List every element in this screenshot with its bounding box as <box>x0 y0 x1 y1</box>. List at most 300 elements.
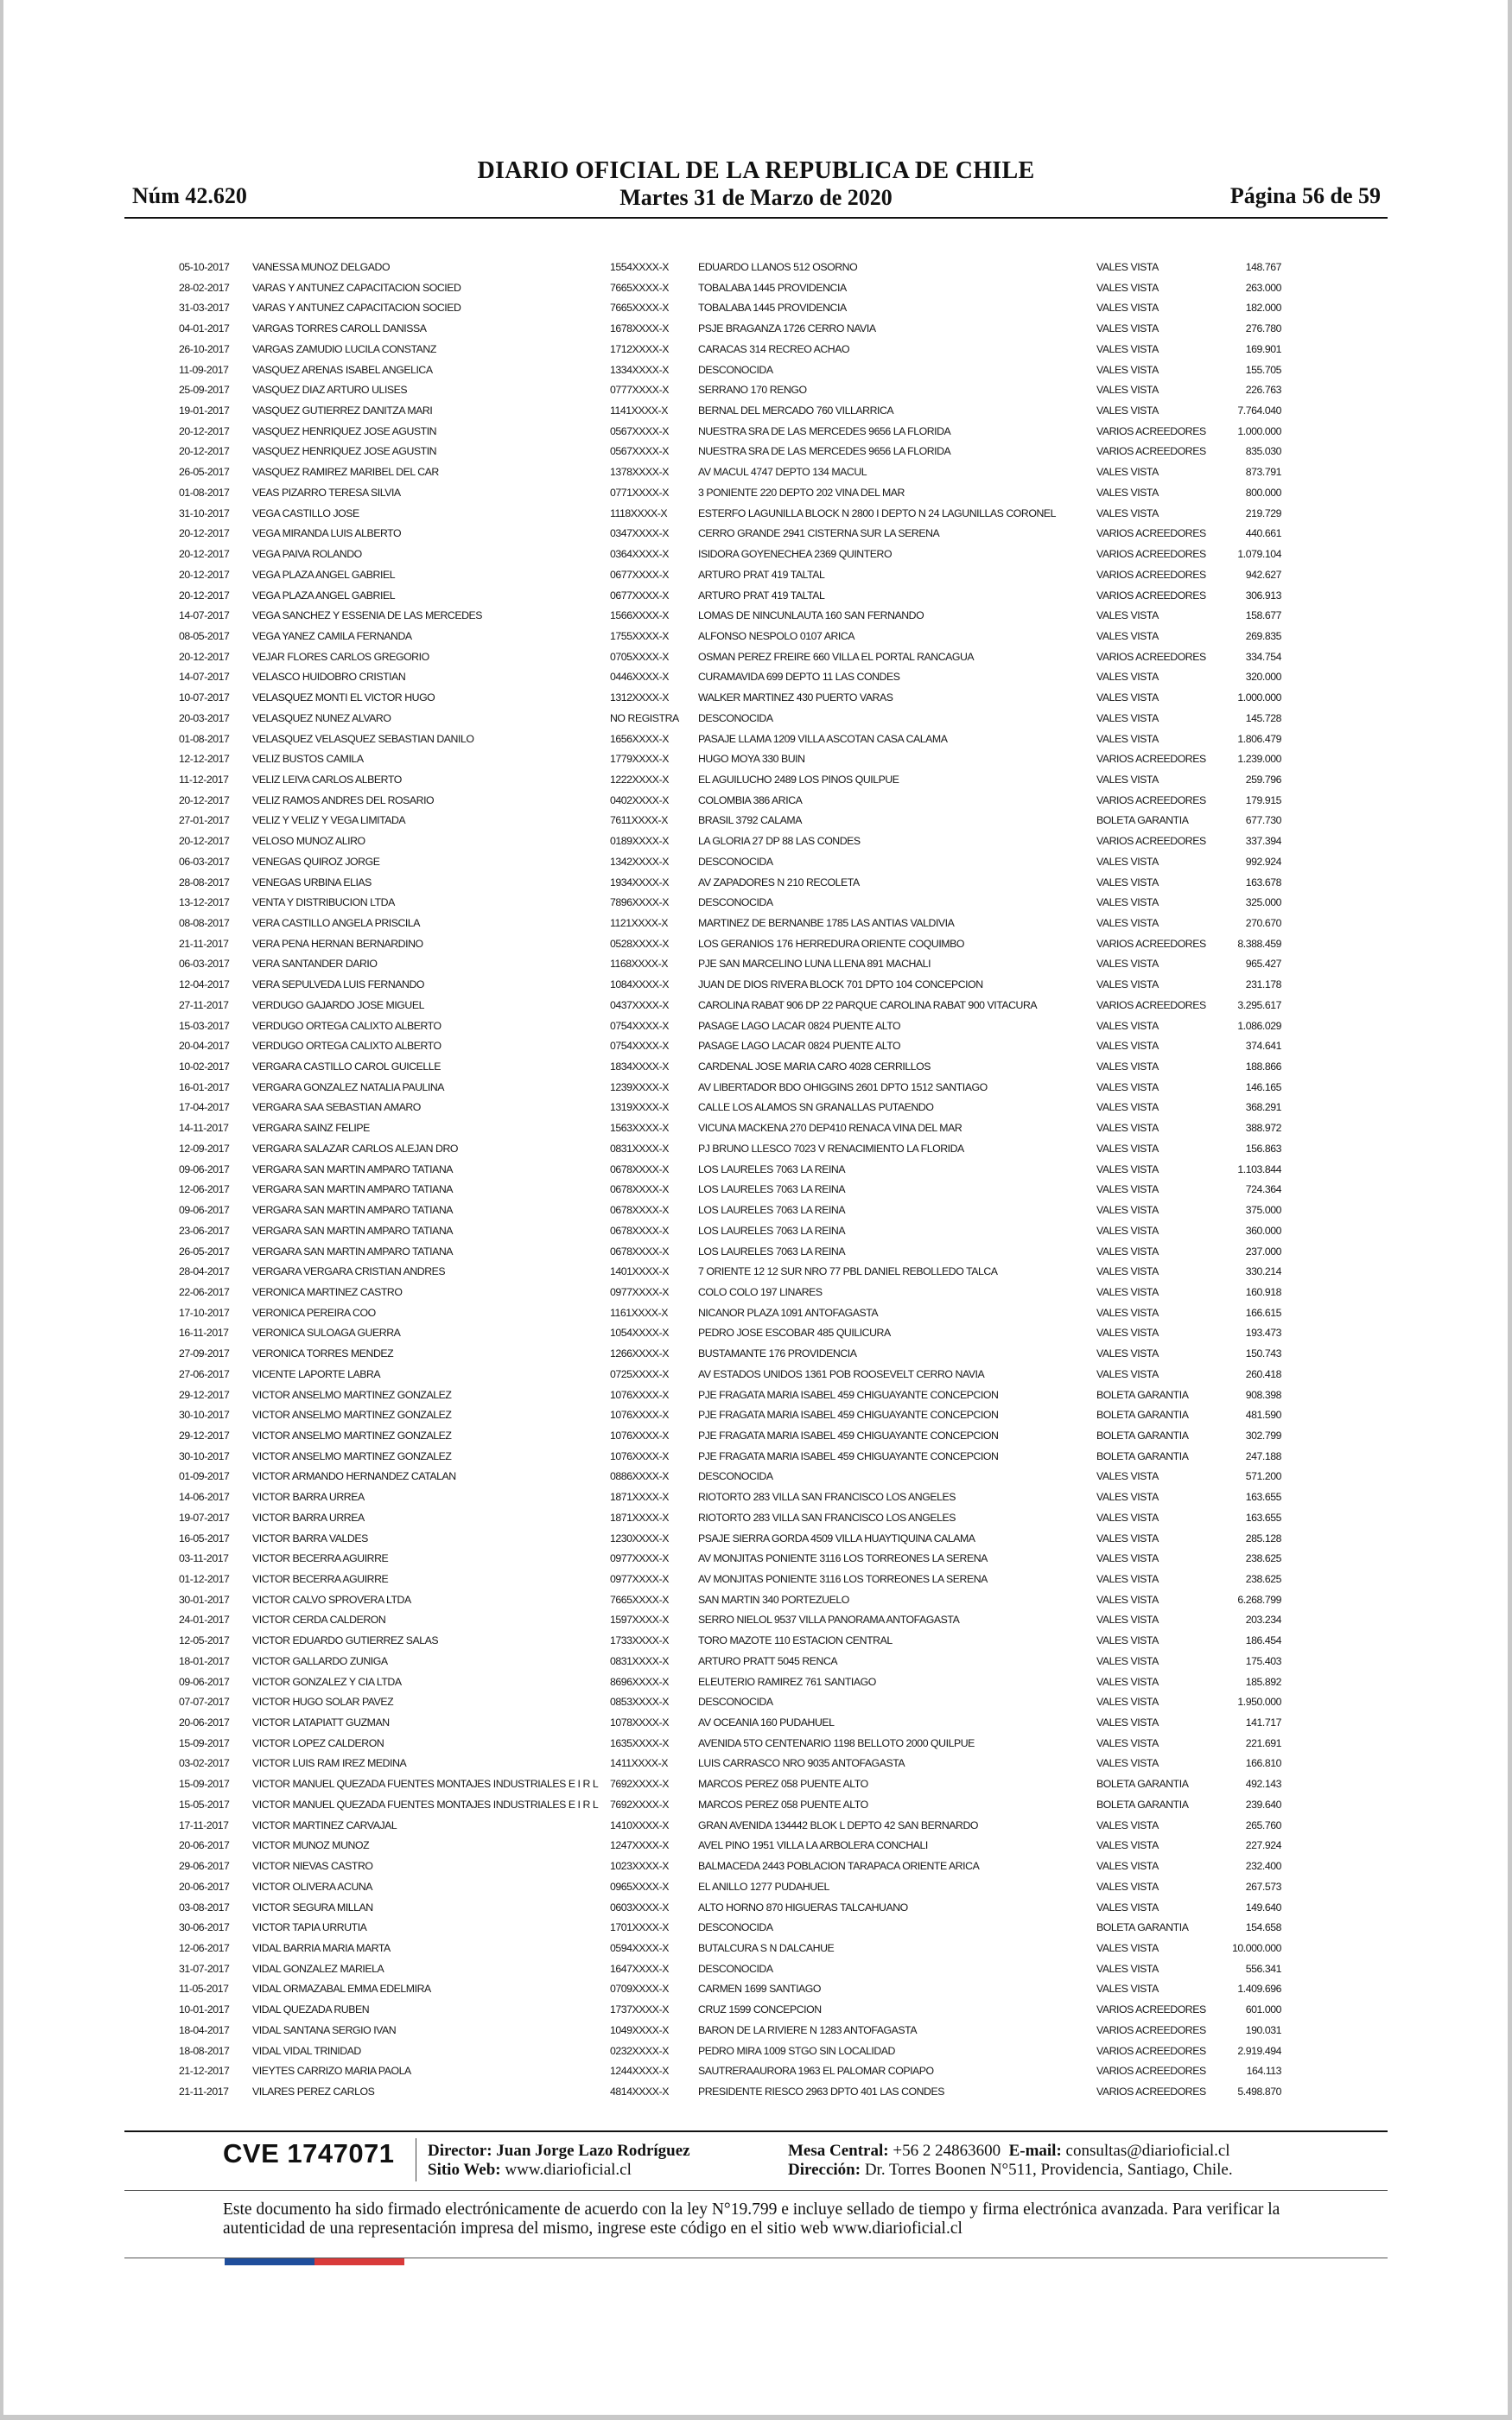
website-link[interactable]: www.diarioficial.cl <box>505 2161 632 2179</box>
table-row <box>0 2000 1512 2021</box>
table-row <box>0 2061 1512 2082</box>
row-amount: 190.031 <box>1245 2023 1281 2036</box>
row-name: VICTOR BECERRA AGUIRRE <box>252 1552 389 1565</box>
row-document-type: VALES VISTA <box>1096 1204 1159 1217</box>
table-row <box>0 565 1512 586</box>
cve-code: CVE 1747071 <box>223 2138 395 2168</box>
row-date: 03-11-2017 <box>179 1552 229 1565</box>
table-row <box>0 258 1512 278</box>
row-name: VASQUEZ DIAZ ARTURO ULISES <box>252 384 408 397</box>
row-amount: 7.764.040 <box>1237 404 1281 417</box>
row-amount: 1.950.000 <box>1237 1696 1281 1709</box>
row-document-type: VALES VISTA <box>1096 1634 1159 1647</box>
table-row <box>0 422 1512 443</box>
row-name: VELIZ BUSTOS CAMILA <box>252 753 364 766</box>
row-date: 16-11-2017 <box>179 1327 229 1340</box>
row-name: VERGARA GONZALEZ NATALIA PAULINA <box>252 1080 445 1093</box>
row-rut: 7665XXXX-X <box>610 1593 669 1606</box>
row-document-type: VALES VISTA <box>1096 281 1159 294</box>
row-amount: 164.113 <box>1246 2065 1281 2078</box>
row-date: 20-04-2017 <box>179 1040 230 1053</box>
row-date: 24-01-2017 <box>179 1614 230 1627</box>
row-address: BARON DE LA RIVIERE N 1283 ANTOFAGASTA <box>698 2023 918 2036</box>
row-amount: 182.000 <box>1245 302 1281 315</box>
row-rut: 0677XXXX-X <box>610 568 669 581</box>
row-rut: 1712XXXX-X <box>610 342 669 355</box>
row-date: 16-05-2017 <box>179 1532 230 1544</box>
row-name: VERGARA SAN MARTIN AMPARO TATIANA <box>252 1224 454 1237</box>
row-date: 28-08-2017 <box>179 876 230 888</box>
row-date: 08-05-2017 <box>179 629 230 642</box>
row-date: 01-12-2017 <box>179 1573 230 1585</box>
row-amount: 440.661 <box>1245 527 1281 540</box>
row-address: AVEL PINO 1951 VILLA LA ARBOLERA CONCHALI <box>698 1839 928 1852</box>
row-amount: 360.000 <box>1245 1224 1281 1237</box>
row-date: 11-12-2017 <box>179 773 229 786</box>
row-name: VELOSO MUNOZ ALIRO <box>252 835 365 848</box>
row-name: VENEGAS URBINA ELIAS <box>252 876 372 888</box>
row-rut: 0678XXXX-X <box>610 1183 669 1196</box>
row-document-type: VARIOS ACREEDORES <box>1096 650 1206 663</box>
table-row <box>0 1529 1512 1550</box>
row-rut: 1635XXXX-X <box>610 1736 669 1749</box>
row-rut: 7665XXXX-X <box>610 281 669 294</box>
row-rut: 0364XXXX-X <box>610 548 669 561</box>
row-rut: 0567XXXX-X <box>610 424 669 437</box>
row-rut: 1334XXXX-X <box>610 363 669 376</box>
row-address: DESCONOCIDA <box>698 711 773 724</box>
row-document-type: BOLETA GARANTIA <box>1096 1798 1189 1811</box>
row-document-type: VALES VISTA <box>1096 302 1159 315</box>
row-date: 31-03-2017 <box>179 302 230 315</box>
table-row <box>0 791 1512 812</box>
address-label: Dirección: <box>788 2161 861 2179</box>
row-name: VEGA PLAZA ANGEL GABRIEL <box>252 589 396 602</box>
row-address: LA GLORIA 27 DP 88 LAS CONDES <box>698 835 861 848</box>
row-document-type: VALES VISTA <box>1096 732 1159 745</box>
table-row <box>0 1918 1512 1939</box>
table-row <box>0 1979 1512 2000</box>
row-rut: 7692XXXX-X <box>610 1798 669 1811</box>
row-date: 22-06-2017 <box>179 1285 230 1298</box>
table-row <box>0 1303 1512 1324</box>
row-name: VASQUEZ RAMIREZ MARIBEL DEL CAR <box>252 466 439 479</box>
row-date: 28-04-2017 <box>179 1265 230 1278</box>
table-row <box>0 1487 1512 1508</box>
row-document-type: VALES VISTA <box>1096 1224 1159 1237</box>
row-document-type: BOLETA GARANTIA <box>1096 1778 1189 1791</box>
table-row <box>0 1242 1512 1263</box>
row-amount: 203.234 <box>1245 1614 1281 1627</box>
table-row <box>0 873 1512 894</box>
row-rut: 1244XXXX-X <box>610 2065 669 2078</box>
row-address: CERRO GRANDE 2941 CISTERNA SUR LA SERENA <box>698 527 940 540</box>
row-document-type: VALES VISTA <box>1096 1367 1159 1380</box>
row-name: VERGARA SAN MARTIN AMPARO TATIANA <box>252 1245 454 1258</box>
row-amount: 1.000.000 <box>1237 424 1281 437</box>
row-address: OSMAN PEREZ FREIRE 660 VILLA EL PORTAL RANCAGUA <box>698 650 975 663</box>
row-date: 05-10-2017 <box>179 261 230 273</box>
table-row <box>0 770 1512 791</box>
row-date: 31-10-2017 <box>179 506 230 519</box>
row-document-type: VALES VISTA <box>1096 342 1159 355</box>
table-row <box>0 1118 1512 1139</box>
row-date: 18-08-2017 <box>179 2044 230 2057</box>
row-document-type: VALES VISTA <box>1096 671 1159 684</box>
row-address: COLO COLO 197 LINARES <box>698 1285 823 1298</box>
row-amount: 1.086.029 <box>1237 1019 1281 1032</box>
row-amount: 6.268.799 <box>1237 1593 1281 1606</box>
table-row <box>0 544 1512 565</box>
table-row <box>0 340 1512 360</box>
row-amount: 1.239.000 <box>1237 753 1281 766</box>
row-name: VEGA MIRANDA LUIS ALBERTO <box>252 527 402 540</box>
row-rut: 0437XXXX-X <box>610 998 669 1011</box>
row-date: 12-04-2017 <box>179 978 230 991</box>
row-amount: 2.919.494 <box>1237 2044 1281 2057</box>
table-row <box>0 1610 1512 1631</box>
row-date: 21-11-2017 <box>179 937 229 950</box>
table-row <box>0 1221 1512 1242</box>
table-row <box>0 2082 1512 2103</box>
row-name: VICENTE LAPORTE LABRA <box>252 1367 381 1380</box>
row-amount: 337.394 <box>1245 835 1281 848</box>
row-address: PEDRO JOSE ESCOBAR 485 QUILICURA <box>698 1327 891 1340</box>
row-document-type: VALES VISTA <box>1096 1183 1159 1196</box>
row-rut: 1222XXXX-X <box>610 773 669 786</box>
table-row <box>0 298 1512 319</box>
row-address: SERRO NIELOL 9537 VILLA PANORAMA ANTOFAGASTA <box>698 1614 960 1627</box>
table-row <box>0 1447 1512 1468</box>
row-amount: 942.627 <box>1245 568 1281 581</box>
row-date: 17-10-2017 <box>179 1306 230 1319</box>
row-address: CARACAS 314 RECREO ACHAO <box>698 342 850 355</box>
row-date: 26-10-2017 <box>179 342 230 355</box>
row-document-type: VALES VISTA <box>1096 261 1159 273</box>
row-name: VENTA Y DISTRIBUCION LTDA <box>252 896 395 909</box>
row-address: PASAGE LAGO LACAR 0824 PUENTE ALTO <box>698 1019 901 1032</box>
table-row <box>0 975 1512 996</box>
row-date: 26-05-2017 <box>179 1245 230 1258</box>
row-name: VERDUGO ORTEGA CALIXTO ALBERTO <box>252 1040 442 1053</box>
row-address: ARTURO PRAT 419 TALTAL <box>698 589 825 602</box>
row-rut: 1054XXXX-X <box>610 1327 669 1340</box>
row-address: SAN MARTIN 340 PORTEZUELO <box>698 1593 849 1606</box>
row-amount: 163.678 <box>1245 876 1281 888</box>
row-date: 21-12-2017 <box>179 2065 230 2078</box>
row-address: TOBALABA 1445 PROVIDENCIA <box>698 281 847 294</box>
row-date: 13-12-2017 <box>179 896 230 909</box>
row-address: LOS LAURELES 7063 LA REINA <box>698 1183 846 1196</box>
row-date: 20-12-2017 <box>179 589 230 602</box>
row-date: 30-10-2017 <box>179 1409 230 1422</box>
row-rut: 1934XXXX-X <box>610 876 669 888</box>
row-amount: 163.655 <box>1245 1491 1281 1504</box>
row-rut: 1076XXXX-X <box>610 1409 669 1422</box>
row-amount: 175.403 <box>1245 1654 1281 1667</box>
table-row <box>0 1816 1512 1837</box>
row-date: 26-05-2017 <box>179 466 230 479</box>
row-document-type: VALES VISTA <box>1096 978 1159 991</box>
row-document-type: VALES VISTA <box>1096 1162 1159 1175</box>
row-amount: 146.165 <box>1245 1080 1281 1093</box>
row-address: DESCONOCIDA <box>698 896 773 909</box>
row-rut: 0678XXXX-X <box>610 1162 669 1175</box>
row-rut: 1168XXXX-X <box>610 958 669 971</box>
phone-label: Mesa Central: <box>788 2142 889 2160</box>
flag-bar-red <box>314 2258 404 2265</box>
row-amount: 263.000 <box>1245 281 1281 294</box>
row-rut: 8696XXXX-X <box>610 1675 669 1688</box>
row-document-type: VALES VISTA <box>1096 1593 1159 1606</box>
row-rut: NO REGISTRA <box>610 711 679 724</box>
row-date: 06-03-2017 <box>179 958 230 971</box>
row-amount: 149.640 <box>1245 1901 1281 1914</box>
row-document-type: VALES VISTA <box>1096 1306 1159 1319</box>
row-name: VEJAR FLORES CARLOS GREGORIO <box>252 650 429 663</box>
row-name: VERGARA SALAZAR CARLOS ALEJAN DRO <box>252 1142 458 1155</box>
table-row <box>0 729 1512 750</box>
table-row <box>0 1057 1512 1078</box>
row-amount: 492.143 <box>1245 1778 1281 1791</box>
row-rut: 1737XXXX-X <box>610 2003 669 2016</box>
row-name: VICTOR ANSELMO MARTINEZ GONZALEZ <box>252 1409 452 1422</box>
row-address: CAROLINA RABAT 906 DP 22 PARQUE CAROLINA RABAT 900 VITACURA <box>698 998 1038 1011</box>
row-rut: 7665XXXX-X <box>610 302 669 315</box>
row-date: 07-07-2017 <box>179 1696 230 1709</box>
row-document-type: VALES VISTA <box>1096 1757 1159 1770</box>
row-date: 18-04-2017 <box>179 2023 230 2036</box>
row-address: CARMEN 1699 SANTIAGO <box>698 1983 822 1996</box>
row-date: 12-06-2017 <box>179 1941 230 1954</box>
row-name: VICTOR ANSELMO MARTINEZ GONZALEZ <box>252 1388 452 1401</box>
row-rut: 1076XXXX-X <box>610 1429 669 1442</box>
row-date: 15-09-2017 <box>179 1778 230 1791</box>
row-rut: 4814XXXX-X <box>610 2085 669 2098</box>
row-amount: 259.796 <box>1245 773 1281 786</box>
table-row <box>0 1200 1512 1221</box>
row-document-type: BOLETA GARANTIA <box>1096 1921 1189 1934</box>
row-name: VICTOR HUGO SOLAR PAVEZ <box>252 1696 394 1709</box>
row-document-type: VALES VISTA <box>1096 1552 1159 1565</box>
row-amount: 285.128 <box>1245 1532 1281 1544</box>
row-address: CARDENAL JOSE MARIA CARO 4028 CERRILLOS <box>698 1060 931 1073</box>
row-date: 27-01-2017 <box>179 814 230 827</box>
row-rut: 0402XXXX-X <box>610 793 669 806</box>
row-name: VEGA YANEZ CAMILA FERNANDA <box>252 629 412 642</box>
row-document-type: BOLETA GARANTIA <box>1096 1449 1189 1462</box>
row-name: VERONICA SULOAGA GUERRA <box>252 1327 401 1340</box>
row-amount: 219.729 <box>1245 506 1281 519</box>
row-amount: 388.972 <box>1245 1122 1281 1135</box>
table-row <box>0 1467 1512 1487</box>
row-address: CALLE LOS ALAMOS SN GRANALLAS PUTAENDO <box>698 1101 934 1114</box>
row-address: DESCONOCIDA <box>698 855 773 868</box>
row-name: VARAS Y ANTUNEZ CAPACITACION SOCIED <box>252 302 461 315</box>
row-document-type: VALES VISTA <box>1096 1347 1159 1360</box>
row-rut: 0709XXXX-X <box>610 1983 669 1996</box>
row-date: 04-01-2017 <box>179 322 230 335</box>
row-amount: 160.918 <box>1245 1285 1281 1298</box>
page-indicator: Página 56 de 59 <box>1229 183 1381 208</box>
row-document-type: VALES VISTA <box>1096 1860 1159 1873</box>
row-amount: 374.641 <box>1245 1040 1281 1053</box>
table-row <box>0 380 1512 401</box>
row-document-type: VARIOS ACREEDORES <box>1096 2044 1206 2057</box>
table-row <box>0 1139 1512 1160</box>
row-document-type: VALES VISTA <box>1096 466 1159 479</box>
row-address: PJE FRAGATA MARIA ISABEL 459 CHIGUAYANTE CONCEPCION <box>698 1449 999 1462</box>
row-name: VICTOR ANSELMO MARTINEZ GONZALEZ <box>252 1449 452 1462</box>
row-name: VICTOR NIEVAS CASTRO <box>252 1860 373 1873</box>
row-address: SERRANO 170 RENGO <box>698 384 807 397</box>
table-row <box>0 524 1512 544</box>
row-amount: 186.454 <box>1245 1634 1281 1647</box>
table-row <box>0 1570 1512 1590</box>
row-rut: 1141XXXX-X <box>610 404 669 417</box>
row-address: LOS LAURELES 7063 LA REINA <box>698 1204 846 1217</box>
row-document-type: VALES VISTA <box>1096 1675 1159 1688</box>
row-amount: 368.291 <box>1245 1101 1281 1114</box>
row-amount: 571.200 <box>1245 1470 1281 1483</box>
row-name: VICTOR MUNOZ MUNOZ <box>252 1839 370 1852</box>
row-name: VIDAL SANTANA SERGIO IVAN <box>252 2023 397 2036</box>
row-document-type: VALES VISTA <box>1096 1983 1159 1996</box>
table-row <box>0 1365 1512 1385</box>
row-name: VASQUEZ GUTIERREZ DANITZA MARI <box>252 404 433 417</box>
row-date: 10-01-2017 <box>179 2003 230 2016</box>
table-row <box>0 996 1512 1016</box>
row-date: 12-12-2017 <box>179 753 230 766</box>
table-row <box>0 1385 1512 1406</box>
row-amount: 1.000.000 <box>1237 691 1281 704</box>
row-document-type: VALES VISTA <box>1096 1265 1159 1278</box>
row-name: VICTOR GALLARDO ZUNIGA <box>252 1654 388 1667</box>
table-row <box>0 1692 1512 1713</box>
row-rut: 0754XXXX-X <box>610 1040 669 1053</box>
row-name: VERGARA CASTILLO CAROL GUICELLE <box>252 1060 441 1073</box>
row-document-type: VARIOS ACREEDORES <box>1096 937 1206 950</box>
row-amount: 1.409.696 <box>1237 1983 1281 1996</box>
row-amount: 226.763 <box>1245 384 1281 397</box>
row-rut: 1239XXXX-X <box>610 1080 669 1093</box>
row-amount: 873.791 <box>1245 466 1281 479</box>
row-name: VERONICA PEREIRA COO <box>252 1306 376 1319</box>
table-row <box>0 1652 1512 1672</box>
table-row <box>0 1939 1512 1959</box>
row-name: VICTOR MANUEL QUEZADA FUENTES MONTAJES INDUSTRIALES E I R L <box>252 1798 599 1811</box>
row-name: VASQUEZ ARENAS ISABEL ANGELICA <box>252 363 433 376</box>
row-amount: 232.400 <box>1245 1860 1281 1873</box>
row-rut: 1563XXXX-X <box>610 1122 669 1135</box>
row-document-type: VALES VISTA <box>1096 1839 1159 1852</box>
row-date: 17-04-2017 <box>179 1101 230 1114</box>
row-document-type: VALES VISTA <box>1096 1941 1159 1954</box>
row-amount: 166.615 <box>1245 1306 1281 1319</box>
row-amount: 163.655 <box>1245 1511 1281 1524</box>
row-address: 3 PONIENTE 220 DEPTO 202 VINA DEL MAR <box>698 486 905 499</box>
row-date: 27-09-2017 <box>179 1347 230 1360</box>
row-name: VEGA PLAZA ANGEL GABRIEL <box>252 568 396 581</box>
row-date: 19-07-2017 <box>179 1511 230 1524</box>
row-name: VELIZ LEIVA CARLOS ALBERTO <box>252 773 402 786</box>
row-address: HUGO MOYA 330 BUIN <box>698 753 805 766</box>
row-document-type: VALES VISTA <box>1096 1101 1159 1114</box>
table-row <box>0 1344 1512 1365</box>
row-amount: 992.924 <box>1245 855 1281 868</box>
row-address: DESCONOCIDA <box>698 1921 773 1934</box>
row-date: 15-09-2017 <box>179 1736 230 1749</box>
row-name: VERGARA VERGARA CRISTIAN ANDRES <box>252 1265 446 1278</box>
row-name: VIDAL QUEZADA RUBEN <box>252 2003 370 2016</box>
row-address: PRESIDENTE RIESCO 2963 DPTO 401 LAS CONDES <box>698 2085 944 2098</box>
row-document-type: VALES VISTA <box>1096 1614 1159 1627</box>
row-name: VASQUEZ HENRIQUEZ JOSE AGUSTIN <box>252 424 437 437</box>
table-row <box>0 1016 1512 1037</box>
row-date: 14-07-2017 <box>179 671 230 684</box>
row-address: PJE FRAGATA MARIA ISABEL 459 CHIGUAYANTE CONCEPCION <box>698 1409 999 1422</box>
row-rut: 0886XXXX-X <box>610 1470 669 1483</box>
row-document-type: VALES VISTA <box>1096 711 1159 724</box>
row-address: PJE FRAGATA MARIA ISABEL 459 CHIGUAYANTE CONCEPCION <box>698 1429 999 1442</box>
row-date: 27-06-2017 <box>179 1367 230 1380</box>
row-date: 20-12-2017 <box>179 650 230 663</box>
row-date: 06-03-2017 <box>179 855 230 868</box>
row-rut: 0977XXXX-X <box>610 1285 669 1298</box>
table-row <box>0 1262 1512 1283</box>
row-address: BERNAL DEL MERCADO 760 VILLARRICA <box>698 404 894 417</box>
row-document-type: BOLETA GARANTIA <box>1096 1429 1189 1442</box>
row-amount: 1.806.479 <box>1237 732 1281 745</box>
row-address: ARTURO PRAT 419 TALTAL <box>698 568 825 581</box>
row-amount: 141.717 <box>1245 1716 1281 1729</box>
row-document-type: VALES VISTA <box>1096 1532 1159 1544</box>
email-link[interactable]: consultas@diarioficial.cl <box>1065 2142 1230 2160</box>
row-date: 20-06-2017 <box>179 1839 230 1852</box>
row-amount: 306.913 <box>1245 589 1281 602</box>
row-address: AV MACUL 4747 DEPTO 134 MACUL <box>698 466 867 479</box>
row-document-type: VALES VISTA <box>1096 1654 1159 1667</box>
row-date: 20-06-2017 <box>179 1880 230 1893</box>
row-address: AV MONJITAS PONIENTE 3116 LOS TORREONES LA SERENA <box>698 1552 988 1565</box>
row-amount: 375.000 <box>1245 1204 1281 1217</box>
row-amount: 302.799 <box>1245 1429 1281 1442</box>
row-address: ESTERFO LAGUNILLA BLOCK N 2800 I DEPTO N 24 LAGUNILLAS CORONEL <box>698 506 1057 519</box>
row-document-type: VALES VISTA <box>1096 1491 1159 1504</box>
table-row <box>0 852 1512 873</box>
row-name: VICTOR BARRA VALDES <box>252 1532 368 1544</box>
row-document-type: VALES VISTA <box>1096 506 1159 519</box>
table-row <box>0 914 1512 934</box>
row-name: VIDAL VIDAL TRINIDAD <box>252 2044 361 2057</box>
row-date: 25-09-2017 <box>179 384 230 397</box>
row-address: TORO MAZOTE 110 ESTACION CENTRAL <box>698 1634 893 1647</box>
row-rut: 7896XXXX-X <box>610 896 669 909</box>
row-address: WALKER MARTINEZ 430 PUERTO VARAS <box>698 691 893 704</box>
row-document-type: VARIOS ACREEDORES <box>1096 2065 1206 2078</box>
table-row <box>0 586 1512 607</box>
table-row <box>0 462 1512 483</box>
row-address: MARCOS PEREZ 058 PUENTE ALTO <box>698 1798 868 1811</box>
row-address: NICANOR PLAZA 1091 ANTOFAGASTA <box>698 1306 879 1319</box>
table-row <box>0 1959 1512 1980</box>
table-row <box>0 954 1512 975</box>
table-row <box>0 278 1512 299</box>
row-amount: 267.573 <box>1245 1880 1281 1893</box>
row-name: VERONICA MARTINEZ CASTRO <box>252 1285 403 1298</box>
row-address: NUESTRA SRA DE LAS MERCEDES 9656 LA FLORIDA <box>698 445 951 458</box>
row-name: VICTOR BARRA URREA <box>252 1491 365 1504</box>
